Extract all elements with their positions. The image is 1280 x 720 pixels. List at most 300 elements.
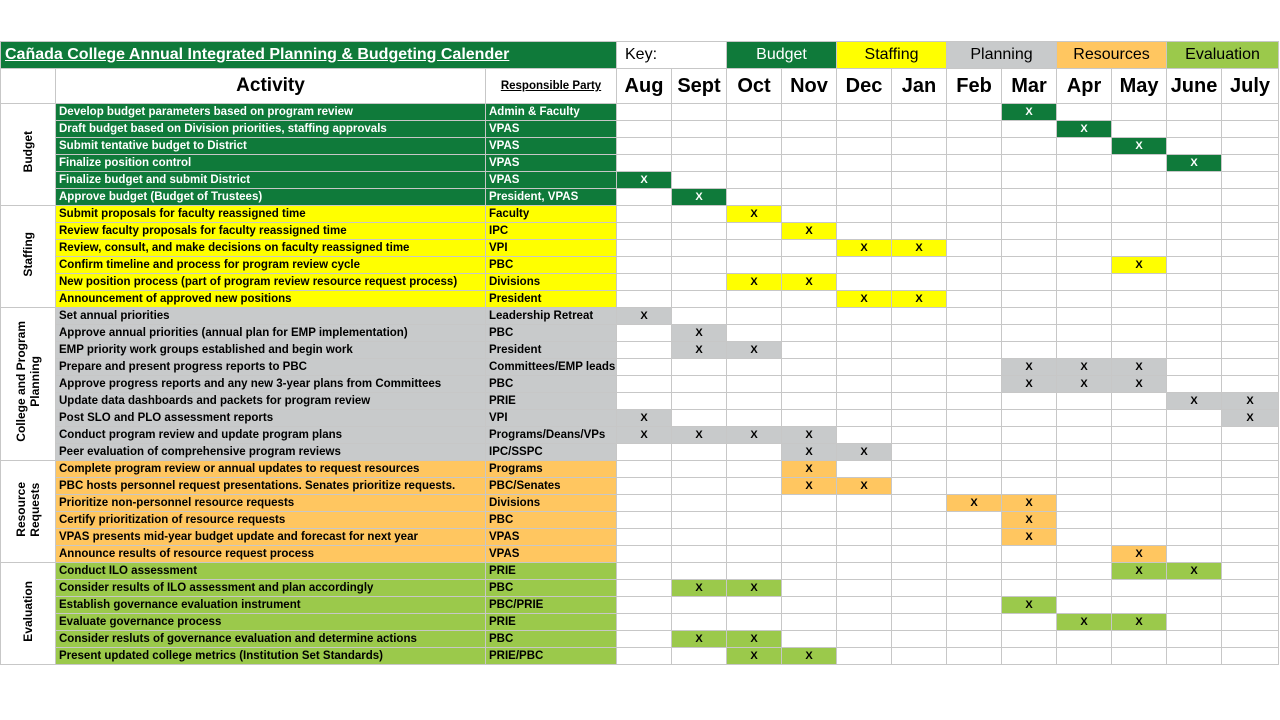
month-empty-cell — [837, 427, 892, 444]
month-empty-cell — [672, 206, 727, 223]
activity-cell: Announce results of resource request process — [56, 546, 486, 563]
month-empty-cell — [837, 274, 892, 291]
table-row — [1, 325, 1279, 342]
month-empty-cell — [947, 155, 1002, 172]
activity-cell: Finalize position control — [56, 155, 486, 172]
month-empty-cell — [1222, 172, 1279, 189]
month-empty-cell — [837, 648, 892, 665]
month-empty-cell — [947, 206, 1002, 223]
month-empty-cell — [782, 155, 837, 172]
responsible-party-cell: VPAS — [486, 138, 617, 155]
responsible-party-cell: PBC/Senates — [486, 478, 617, 495]
activity-cell: Prioritize non-personnel resource requests — [56, 495, 486, 512]
month-empty-cell — [1222, 240, 1279, 257]
table-row — [1, 223, 1279, 240]
month-mark-cell: X — [1112, 563, 1167, 580]
month-empty-cell — [1222, 529, 1279, 546]
month-empty-cell — [1222, 461, 1279, 478]
month-empty-cell — [837, 512, 892, 529]
month-empty-cell — [617, 512, 672, 529]
month-empty-cell — [1222, 563, 1279, 580]
month-empty-cell — [1112, 308, 1167, 325]
month-empty-cell — [1057, 342, 1112, 359]
responsible-party-cell: VPAS — [486, 546, 617, 563]
month-empty-cell — [1222, 223, 1279, 240]
month-empty-cell — [1167, 342, 1222, 359]
category-label: Budget — [21, 131, 35, 173]
month-empty-cell — [1002, 325, 1057, 342]
table-row — [1, 580, 1279, 597]
month-empty-cell — [837, 155, 892, 172]
month-empty-cell — [727, 359, 782, 376]
month-mark-cell: X — [782, 478, 837, 495]
month-empty-cell — [1222, 512, 1279, 529]
activity-cell: Confirm timeline and process for program review cycle — [56, 257, 486, 274]
month-empty-cell — [1002, 563, 1057, 580]
month-empty-cell — [1222, 648, 1279, 665]
activity-cell: Submit proposals for faculty reassigned time — [56, 206, 486, 223]
month-empty-cell — [1222, 376, 1279, 393]
month-empty-cell — [892, 512, 947, 529]
page-title: Cañada College Annual Integrated Planning & Budgeting Calender — [1, 42, 617, 69]
activity-cell: Update data dashboards and packets for program review — [56, 393, 486, 410]
month-empty-cell — [1002, 223, 1057, 240]
month-mark-cell: X — [727, 631, 782, 648]
month-mark-cell: X — [1057, 376, 1112, 393]
month-empty-cell — [1057, 206, 1112, 223]
table-row — [1, 461, 1279, 478]
month-empty-cell — [617, 155, 672, 172]
month-empty-cell — [1057, 223, 1112, 240]
activity-cell: Draft budget based on Division priorities, staffing approvals — [56, 121, 486, 138]
activity-cell: Review, consult, and make decisions on faculty reassigned time — [56, 240, 486, 257]
month-mark-cell: X — [727, 274, 782, 291]
month-empty-cell — [782, 529, 837, 546]
activity-cell: Finalize budget and submit District — [56, 172, 486, 189]
month-empty-cell — [782, 393, 837, 410]
month-empty-cell — [727, 223, 782, 240]
month-empty-cell — [782, 291, 837, 308]
table-row — [1, 274, 1279, 291]
month-mark-cell: X — [617, 308, 672, 325]
month-empty-cell — [1222, 597, 1279, 614]
table-row — [1, 291, 1279, 308]
month-empty-cell — [947, 512, 1002, 529]
month-empty-cell — [1222, 308, 1279, 325]
month-empty-cell — [1112, 121, 1167, 138]
month-empty-cell — [617, 189, 672, 206]
month-empty-cell — [947, 461, 1002, 478]
month-empty-cell — [1167, 359, 1222, 376]
month-empty-cell — [837, 189, 892, 206]
month-empty-cell — [892, 325, 947, 342]
month-empty-cell — [1002, 138, 1057, 155]
month-empty-cell — [1222, 274, 1279, 291]
month-empty-cell — [727, 597, 782, 614]
responsible-party-cell: PBC — [486, 325, 617, 342]
month-empty-cell — [1112, 104, 1167, 121]
month-empty-cell — [837, 546, 892, 563]
month-mark-cell: X — [1057, 121, 1112, 138]
table-row — [1, 308, 1279, 325]
month-empty-cell — [782, 410, 837, 427]
activity-cell: Submit tentative budget to District — [56, 138, 486, 155]
activity-cell: Certify prioritization of resource requests — [56, 512, 486, 529]
month-empty-cell — [1002, 631, 1057, 648]
month-empty-cell — [672, 155, 727, 172]
month-empty-cell — [892, 614, 947, 631]
month-empty-cell — [617, 274, 672, 291]
month-empty-cell — [782, 206, 837, 223]
month-mark-cell: X — [727, 648, 782, 665]
month-empty-cell — [837, 325, 892, 342]
activity-cell: Prepare and present progress reports to PBC — [56, 359, 486, 376]
month-empty-cell — [1057, 291, 1112, 308]
month-empty-cell — [1002, 614, 1057, 631]
month-empty-cell — [1167, 240, 1222, 257]
activity-cell: Develop budget parameters based on program review — [56, 104, 486, 121]
month-empty-cell — [1112, 495, 1167, 512]
month-mark-cell: X — [672, 580, 727, 597]
month-empty-cell — [617, 376, 672, 393]
month-empty-cell — [727, 291, 782, 308]
party-header: Responsible Party — [486, 69, 617, 104]
activity-cell: Evaluate governance process — [56, 614, 486, 631]
month-mark-cell: X — [837, 240, 892, 257]
month-empty-cell — [1112, 223, 1167, 240]
month-mark-cell: X — [1222, 393, 1279, 410]
month-empty-cell — [837, 529, 892, 546]
month-empty-cell — [837, 376, 892, 393]
month-mark-cell: X — [1222, 410, 1279, 427]
month-empty-cell — [1167, 138, 1222, 155]
month-empty-cell — [1167, 291, 1222, 308]
table-row — [1, 631, 1279, 648]
month-empty-cell — [947, 257, 1002, 274]
month-empty-cell — [727, 240, 782, 257]
month-empty-cell — [947, 580, 1002, 597]
responsible-party-cell: Leadership Retreat — [486, 308, 617, 325]
month-empty-cell — [947, 529, 1002, 546]
month-empty-cell — [672, 546, 727, 563]
month-empty-cell — [1222, 206, 1279, 223]
month-empty-cell — [1057, 563, 1112, 580]
responsible-party-cell: PBC/PRIE — [486, 597, 617, 614]
month-empty-cell — [727, 104, 782, 121]
month-empty-cell — [617, 121, 672, 138]
month-empty-cell — [1057, 648, 1112, 665]
table-row — [1, 444, 1279, 461]
month-empty-cell — [1057, 257, 1112, 274]
month-empty-cell — [892, 359, 947, 376]
month-empty-cell — [947, 614, 1002, 631]
month-empty-cell — [617, 614, 672, 631]
month-empty-cell — [1167, 427, 1222, 444]
key-evaluation: Evaluation — [1167, 42, 1279, 69]
month-empty-cell — [617, 461, 672, 478]
month-empty-cell — [1057, 155, 1112, 172]
month-empty-cell — [1167, 597, 1222, 614]
month-empty-cell — [947, 240, 1002, 257]
month-empty-cell — [947, 104, 1002, 121]
month-empty-cell — [892, 104, 947, 121]
activity-cell: Conduct program review and update program plans — [56, 427, 486, 444]
month-empty-cell — [617, 631, 672, 648]
month-empty-cell — [1057, 597, 1112, 614]
month-empty-cell — [672, 121, 727, 138]
table-row — [1, 155, 1279, 172]
month-empty-cell — [672, 478, 727, 495]
month-empty-cell — [947, 342, 1002, 359]
table-row — [1, 206, 1279, 223]
month-mark-cell: X — [727, 206, 782, 223]
month-empty-cell — [1167, 478, 1222, 495]
month-empty-cell — [782, 308, 837, 325]
month-mark-cell: X — [782, 461, 837, 478]
month-empty-cell — [1222, 631, 1279, 648]
month-empty-cell — [1112, 529, 1167, 546]
month-empty-cell — [1002, 121, 1057, 138]
activity-cell: Announcement of approved new positions — [56, 291, 486, 308]
month-empty-cell — [1002, 155, 1057, 172]
month-empty-cell — [1167, 206, 1222, 223]
month-mark-cell: X — [782, 223, 837, 240]
month-empty-cell — [1112, 342, 1167, 359]
month-empty-cell — [1057, 308, 1112, 325]
month-empty-cell — [1057, 444, 1112, 461]
month-empty-cell — [1222, 342, 1279, 359]
month-empty-cell — [782, 342, 837, 359]
month-mark-cell: X — [672, 189, 727, 206]
month-mark-cell: X — [1002, 512, 1057, 529]
month-empty-cell — [672, 563, 727, 580]
table-row — [1, 138, 1279, 155]
month-empty-cell — [837, 104, 892, 121]
month-mark-cell: X — [1167, 155, 1222, 172]
category-resource-requests — [1, 461, 56, 563]
month-empty-cell — [727, 444, 782, 461]
month-empty-cell — [892, 393, 947, 410]
month-empty-cell — [1167, 512, 1222, 529]
month-empty-cell — [837, 138, 892, 155]
month-empty-cell — [1057, 580, 1112, 597]
month-empty-cell — [727, 393, 782, 410]
month-empty-cell — [1112, 291, 1167, 308]
month-empty-cell — [947, 308, 1002, 325]
month-empty-cell — [782, 172, 837, 189]
month-mark-cell: X — [782, 427, 837, 444]
month-empty-cell — [892, 546, 947, 563]
month-empty-cell — [947, 189, 1002, 206]
month-empty-cell — [727, 376, 782, 393]
month-empty-cell — [727, 257, 782, 274]
month-empty-cell — [837, 495, 892, 512]
month-mark-cell: X — [727, 427, 782, 444]
month-empty-cell — [617, 563, 672, 580]
month-empty-cell — [782, 359, 837, 376]
month-empty-cell — [1167, 274, 1222, 291]
table-row — [1, 648, 1279, 665]
month-empty-cell — [1167, 461, 1222, 478]
month-mark-cell: X — [617, 172, 672, 189]
month-empty-cell — [837, 563, 892, 580]
month-empty-cell — [892, 172, 947, 189]
month-empty-cell — [1002, 172, 1057, 189]
month-empty-cell — [837, 597, 892, 614]
month-empty-cell — [1002, 189, 1057, 206]
month-header-may: May — [1112, 69, 1167, 104]
month-empty-cell — [1002, 546, 1057, 563]
month-empty-cell — [1057, 172, 1112, 189]
month-empty-cell — [892, 308, 947, 325]
responsible-party-cell: PBC — [486, 631, 617, 648]
month-empty-cell — [837, 614, 892, 631]
month-empty-cell — [617, 444, 672, 461]
month-empty-cell — [727, 325, 782, 342]
month-empty-cell — [782, 580, 837, 597]
month-empty-cell — [672, 172, 727, 189]
month-empty-cell — [892, 563, 947, 580]
month-empty-cell — [727, 614, 782, 631]
month-empty-cell — [617, 546, 672, 563]
month-empty-cell — [1167, 121, 1222, 138]
month-empty-cell — [672, 461, 727, 478]
month-empty-cell — [1112, 172, 1167, 189]
month-empty-cell — [782, 121, 837, 138]
month-empty-cell — [892, 223, 947, 240]
month-empty-cell — [617, 325, 672, 342]
month-empty-cell — [727, 461, 782, 478]
month-mark-cell: X — [727, 580, 782, 597]
month-mark-cell: X — [1167, 393, 1222, 410]
month-empty-cell — [727, 546, 782, 563]
month-empty-cell — [947, 546, 1002, 563]
month-empty-cell — [1057, 478, 1112, 495]
month-empty-cell — [672, 308, 727, 325]
month-empty-cell — [782, 376, 837, 393]
month-empty-cell — [1167, 223, 1222, 240]
activity-cell: Present updated college metrics (Institution Set Standards) — [56, 648, 486, 665]
month-empty-cell — [947, 376, 1002, 393]
month-empty-cell — [1057, 274, 1112, 291]
month-empty-cell — [947, 223, 1002, 240]
responsible-party-cell: PRIE/PBC — [486, 648, 617, 665]
month-empty-cell — [727, 155, 782, 172]
month-empty-cell — [837, 393, 892, 410]
month-empty-cell — [782, 614, 837, 631]
month-empty-cell — [1112, 461, 1167, 478]
month-empty-cell — [782, 138, 837, 155]
month-empty-cell — [672, 138, 727, 155]
table-row — [1, 512, 1279, 529]
month-empty-cell — [947, 138, 1002, 155]
month-empty-cell — [1167, 495, 1222, 512]
month-empty-cell — [727, 478, 782, 495]
month-empty-cell — [617, 359, 672, 376]
month-empty-cell — [892, 274, 947, 291]
month-empty-cell — [1057, 410, 1112, 427]
table-row — [1, 495, 1279, 512]
responsible-party-cell: Programs — [486, 461, 617, 478]
title-row — [1, 42, 1279, 69]
month-mark-cell: X — [782, 648, 837, 665]
responsible-party-cell: PBC — [486, 376, 617, 393]
month-empty-cell — [1057, 529, 1112, 546]
category-label: Staffing — [21, 231, 35, 277]
month-empty-cell — [1222, 546, 1279, 563]
month-mark-cell: X — [1112, 359, 1167, 376]
month-header-jan: Jan — [892, 69, 947, 104]
corner-cell — [1, 69, 56, 104]
month-empty-cell — [672, 223, 727, 240]
month-empty-cell — [727, 563, 782, 580]
month-header-july: July — [1222, 69, 1279, 104]
month-empty-cell — [1222, 257, 1279, 274]
month-header-nov: Nov — [782, 69, 837, 104]
month-empty-cell — [892, 427, 947, 444]
month-empty-cell — [617, 580, 672, 597]
month-mark-cell: X — [1002, 597, 1057, 614]
month-mark-cell: X — [617, 427, 672, 444]
table-row — [1, 546, 1279, 563]
table-row — [1, 121, 1279, 138]
month-empty-cell — [1167, 410, 1222, 427]
month-empty-cell — [1112, 427, 1167, 444]
month-empty-cell — [1112, 240, 1167, 257]
month-empty-cell — [947, 172, 1002, 189]
month-empty-cell — [837, 631, 892, 648]
month-empty-cell — [837, 461, 892, 478]
month-empty-cell — [1112, 512, 1167, 529]
table-row — [1, 478, 1279, 495]
month-mark-cell: X — [1112, 614, 1167, 631]
activity-cell: Establish governance evaluation instrument — [56, 597, 486, 614]
key-budget: Budget — [727, 42, 837, 69]
month-mark-cell: X — [837, 478, 892, 495]
month-empty-cell — [727, 529, 782, 546]
month-empty-cell — [1112, 597, 1167, 614]
month-empty-cell — [1057, 325, 1112, 342]
month-mark-cell: X — [837, 444, 892, 461]
month-mark-cell: X — [672, 631, 727, 648]
month-empty-cell — [1002, 291, 1057, 308]
month-empty-cell — [672, 410, 727, 427]
month-empty-cell — [1222, 189, 1279, 206]
month-header-apr: Apr — [1057, 69, 1112, 104]
month-empty-cell — [1222, 325, 1279, 342]
responsible-party-cell: VPAS — [486, 121, 617, 138]
month-empty-cell — [672, 648, 727, 665]
month-empty-cell — [892, 342, 947, 359]
month-empty-cell — [1222, 138, 1279, 155]
table-row — [1, 342, 1279, 359]
month-empty-cell — [947, 274, 1002, 291]
month-empty-cell — [1112, 648, 1167, 665]
responsible-party-cell: IPC — [486, 223, 617, 240]
category-budget — [1, 104, 56, 206]
month-empty-cell — [1222, 359, 1279, 376]
month-empty-cell — [1057, 512, 1112, 529]
table-row — [1, 104, 1279, 121]
activity-cell: Set annual priorities — [56, 308, 486, 325]
month-empty-cell — [617, 597, 672, 614]
month-empty-cell — [727, 410, 782, 427]
category-label: College and Program Planning — [14, 321, 42, 442]
month-empty-cell — [1167, 325, 1222, 342]
month-empty-cell — [1057, 631, 1112, 648]
month-empty-cell — [837, 359, 892, 376]
month-empty-cell — [1167, 580, 1222, 597]
